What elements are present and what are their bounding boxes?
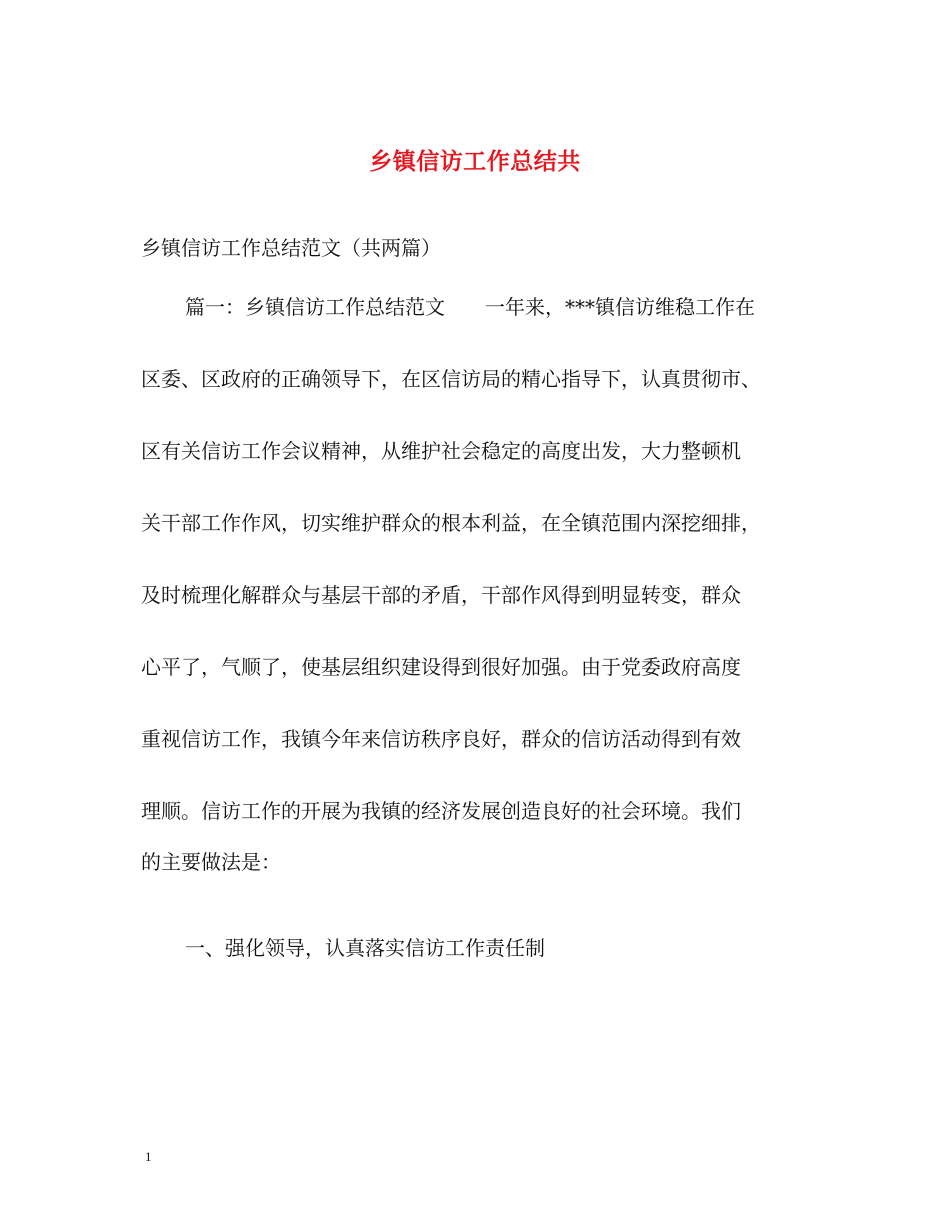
document-title: 乡镇信访工作总结共: [369, 148, 581, 175]
body-line: 理顺。信访工作的开展为我镇的经济发展创造良好的社会环境。我们: [141, 799, 741, 823]
body-line: 心平了，气顺了，使基层组织建设得到很好加强。由于党委政府高度: [141, 655, 741, 679]
body-line: 篇一：乡镇信访工作总结范文 一年来，***镇信访维稳工作在: [185, 295, 755, 319]
body-line: 关干部工作作风，切实维护群众的根本利益，在全镇范围内深挖细排，: [141, 511, 761, 535]
section-heading: 一、强化领导，认真落实信访工作责任制: [185, 936, 545, 960]
body-line: 区委、区政府的正确领导下，在区信访局的精心指导下，认真贯彻市、: [141, 367, 761, 391]
page-number: 1: [145, 1149, 152, 1164]
body-line: 重视信访工作，我镇今年来信访秩序良好，群众的信访活动得到有效: [141, 727, 741, 751]
body-line: 及时梳理化解群众与基层干部的矛盾，干部作风得到明显转变，群众: [141, 583, 741, 607]
body-line: 的主要做法是：: [141, 850, 281, 874]
body-line: 区有关信访工作会议精神，从维护社会稳定的高度出发，大力整顿机: [141, 439, 741, 463]
document-subtitle: 乡镇信访工作总结范文（共两篇）: [141, 236, 441, 260]
